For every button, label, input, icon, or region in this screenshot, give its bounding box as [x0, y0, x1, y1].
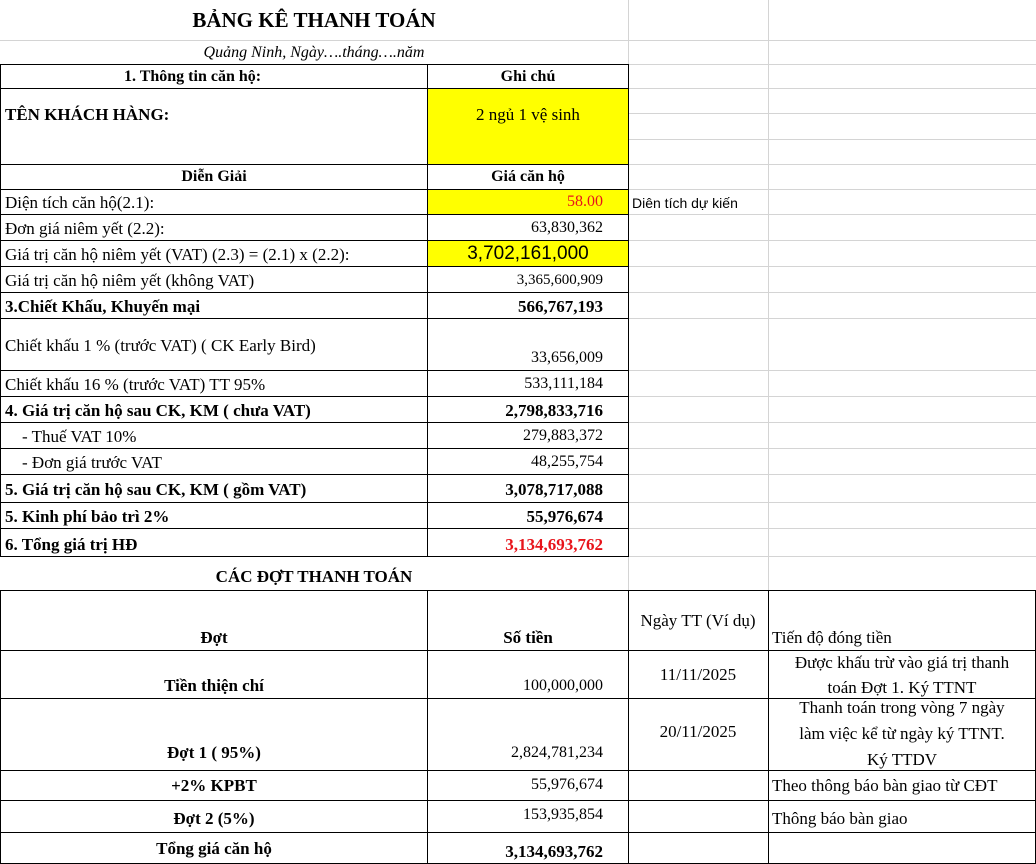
row-listed-vat-label: Giá trị căn hộ niêm yết (VAT) (2.3) = (2.1) x (2.2): — [5, 245, 350, 264]
row-after-discount-vat-label: 5. Giá trị căn hộ sau CK, KM ( gồm VAT) — [5, 480, 307, 499]
detail-header-label: Diễn Giải — [181, 168, 247, 185]
payment-amount: 55,976,674 — [531, 776, 603, 793]
detail-header-value: Giá căn hộ — [491, 168, 565, 185]
row-discount-16-value: 533,111,184 — [524, 375, 603, 392]
row-vat-value: 279,883,372 — [523, 427, 603, 444]
row-contract-total-label: 6. Tổng giá trị HĐ — [5, 535, 138, 554]
customer-label: TÊN KHÁCH HÀNG: — [5, 105, 170, 124]
payments-header-date: Ngày TT (Ví dụ) — [640, 611, 756, 630]
row-maintenance-value: 55,976,674 — [526, 507, 603, 526]
payment-phase: +2% KPBT — [171, 776, 257, 795]
payments-header-phase: Đợt — [200, 628, 228, 647]
row-maintenance-label: 5. Kinh phí bảo trì 2% — [5, 507, 170, 526]
row-unit-price-label: Đơn giá niêm yết (2.2): — [5, 219, 165, 238]
row-listed-novat-value: 3,365,600,909 — [516, 272, 603, 288]
payment-phase: Tổng giá căn hộ — [156, 839, 272, 858]
row-discount-total-label: 3.Chiết Khấu, Khuyến mại — [5, 297, 201, 316]
row-after-discount-novat-value: 2,798,833,716 — [505, 401, 603, 420]
payment-progress-line: Theo thông báo bàn giao từ CĐT — [772, 776, 998, 795]
payment-date: 11/11/2025 — [659, 665, 737, 684]
row-vat-label: - Thuế VAT 10% — [5, 427, 137, 446]
payment-amount: 3,134,693,762 — [505, 842, 603, 861]
payment-phase: Đợt 1 ( 95%) — [167, 743, 261, 762]
customer-note: 2 ngủ 1 vệ sinh — [476, 105, 580, 124]
payments-header-amount: Số tiền — [503, 628, 553, 647]
row-discount-total-value: 566,767,193 — [518, 297, 603, 316]
payment-progress-line: Được khấu trừ vào giá trị thanh — [794, 653, 1010, 672]
row-after-discount-novat-label: 4. Giá trị căn hộ sau CK, KM ( chưa VAT) — [5, 401, 311, 420]
row-discount-1-label: Chiết khấu 1 % (trước VAT) ( CK Early Bird) — [5, 336, 316, 355]
page-subtitle: Quảng Ninh, Ngày….tháng….năm — [203, 44, 425, 61]
payment-amount: 100,000,000 — [523, 677, 603, 694]
page-title: BẢNG KÊ THANH TOÁN — [192, 8, 436, 32]
payment-progress-line: toán Đợt 1. Ký TTNT — [827, 678, 977, 697]
row-contract-total-value: 3,134,693,762 — [505, 535, 603, 554]
row-unit-before-vat-value: 48,255,754 — [531, 453, 603, 470]
row-listed-vat-value: 3,702,161,000 — [467, 243, 589, 264]
info-header-label: 1. Thông tin căn hộ: — [124, 68, 262, 85]
row-area-aside: Diên tích dự kiến — [632, 195, 738, 211]
payment-progress-line: Ký TTDV — [866, 751, 938, 769]
payment-date: 20/11/2025 — [659, 722, 737, 741]
payment-progress-line: làm việc kể từ ngày ký TTNT. — [799, 724, 1005, 743]
row-area-label: Diện tích căn hộ(2.1): — [5, 193, 155, 212]
row-listed-novat-label: Giá trị căn hộ niêm yết (không VAT) — [5, 271, 255, 290]
payment-phase: Đợt 2 (5%) — [173, 809, 255, 828]
row-discount-1-value: 33,656,009 — [531, 349, 603, 366]
row-unit-price-value: 63,830,362 — [531, 219, 603, 236]
note-highlight — [428, 88, 628, 164]
payments-header-progress: Tiến độ đóng tiền — [772, 628, 892, 647]
payment-phase: Tiền thiện chí — [164, 676, 264, 695]
row-after-discount-vat-value: 3,078,717,088 — [505, 480, 603, 499]
payment-amount: 2,824,781,234 — [511, 744, 603, 761]
row-area-value: 58.00 — [567, 193, 603, 210]
payment-progress-line: Thông báo bàn giao — [772, 809, 908, 828]
info-header-note: Ghi chú — [500, 68, 556, 85]
payment-amount: 153,935,854 — [523, 806, 603, 823]
row-discount-16-label: Chiết khấu 16 % (trước VAT) TT 95% — [5, 375, 266, 394]
payment-progress-line: Thanh toán trong vòng 7 ngày — [799, 698, 1005, 717]
payments-title: CÁC ĐỢT THANH TOÁN — [215, 567, 413, 586]
row-unit-before-vat-label: - Đơn giá trước VAT — [5, 453, 162, 472]
